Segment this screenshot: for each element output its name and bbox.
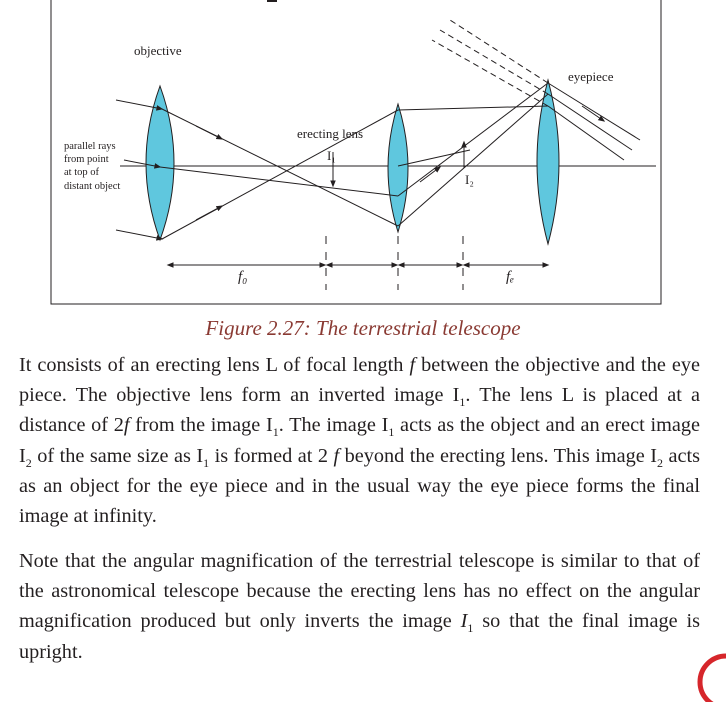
- label-fo: f₀: [238, 269, 248, 285]
- text-run: Note that the angular magnification of the terrestrial telescope is similar to that of the astronomical telescope because the erecting lens has no effect on the angular magnification produced but only inverts the image: [19, 550, 706, 633]
- subscript: 2: [656, 455, 663, 470]
- subscript: 2: [25, 455, 32, 470]
- dashed-extension-3: [432, 40, 548, 106]
- subscript: 1: [203, 455, 210, 470]
- ray-obj-mid: [160, 167, 398, 196]
- text-run: from the image I: [129, 414, 273, 437]
- symbol-f: f: [333, 444, 340, 467]
- text-run: beyond the erecting lens. This image I: [339, 444, 657, 467]
- eyepiece-lens: [537, 80, 559, 244]
- subscript: 1: [388, 425, 395, 440]
- paragraph-angular-magnification: [19, 546, 706, 667]
- text-run: acts as the object and an erect image I: [19, 414, 706, 467]
- label-erecting-lens: erecting lens: [297, 126, 364, 141]
- ray-out-2: [548, 94, 632, 150]
- subscript: 1: [459, 395, 466, 410]
- text-run: so that the final image is upright.: [19, 610, 706, 663]
- ray-out-3: [548, 106, 624, 160]
- telescope-diagram: [0, 0, 726, 316]
- text-run: It consists of an erecting lens L of focal length: [19, 354, 410, 376]
- symbol-i: I: [460, 610, 468, 633]
- symbol-f: f: [409, 354, 416, 376]
- subscript: 1: [272, 425, 279, 440]
- ray-out-1: [548, 83, 640, 140]
- label-parallel-rays-2: from point: [64, 154, 109, 165]
- label-i1: I₁: [327, 148, 336, 163]
- ray-er-4: [398, 150, 470, 166]
- ray-obj-bottom-arrow: [196, 206, 222, 220]
- erecting-lens: [388, 104, 408, 232]
- text-run: acts as an object for the eye piece and in the usual way the eye piece forms the final image at infinity.: [19, 444, 706, 528]
- label-fe: fₑ: [506, 269, 515, 285]
- corner-decoration: [686, 642, 726, 702]
- ray-er-3: [398, 94, 548, 226]
- symbol-f: f: [123, 414, 130, 437]
- label-parallel-rays-4: distant object: [64, 181, 121, 192]
- subscript: 1: [467, 621, 474, 636]
- text-run: . The image I: [278, 414, 389, 437]
- ray-er-arrow: [420, 167, 440, 182]
- label-i2: I₂: [465, 172, 474, 187]
- text-run: is formed at 2: [209, 444, 334, 467]
- text-run: . The lens L is placed at a distance of 2: [19, 384, 706, 437]
- label-parallel-rays-1: parallel rays: [64, 141, 116, 152]
- label-eyepiece: eyepiece: [568, 69, 614, 84]
- ray-obj-top-arrow: [196, 126, 222, 139]
- label-objective: objective: [134, 43, 182, 58]
- top-text-fragment: [267, 0, 277, 2]
- dashed-extension-1: [450, 20, 548, 83]
- paragraph-erecting-lens: [19, 350, 706, 531]
- figure-caption: Figure 2.27: The terrestrial telescope: [205, 316, 521, 340]
- text-run: between the objective and the eye piece. The objective lens form an inverted image I: [19, 354, 706, 407]
- label-parallel-rays-3: at top of: [64, 167, 99, 178]
- text-run: of the same size as I: [31, 444, 204, 467]
- ray-in-bottom: [116, 230, 162, 239]
- ray-er-1: [398, 106, 548, 110]
- dashed-extension-2: [440, 30, 548, 94]
